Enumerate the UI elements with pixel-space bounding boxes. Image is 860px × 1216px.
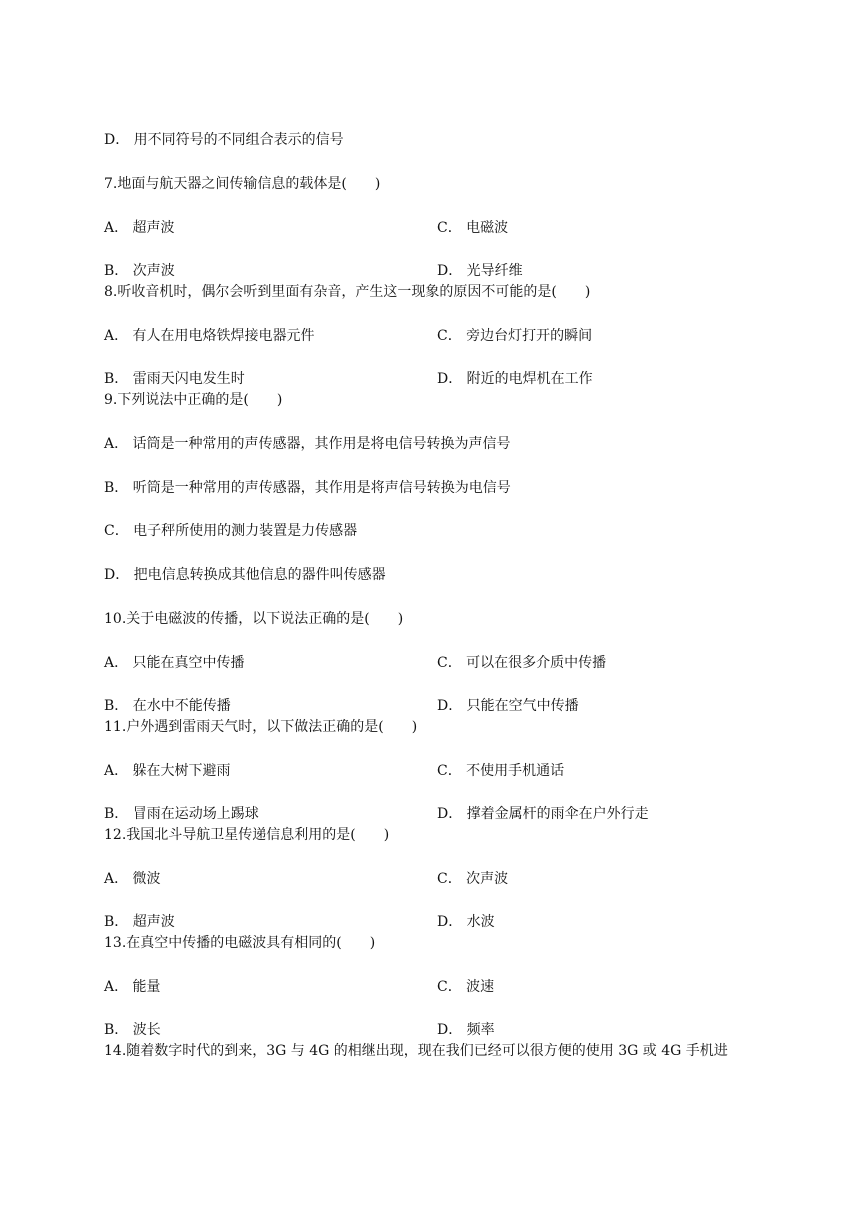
option-line: B． 雷雨天闪电发生时 (104, 371, 245, 387)
question-line: 13.在真空中传播的电磁波具有相同的( ) (104, 935, 376, 951)
question-line: 8.听收音机时，偶尔会听到里面有杂音，产生这一现象的原因不可能的是( ) (104, 284, 591, 300)
option-line: C． 次声波 (437, 871, 509, 887)
option-line: C． 波速 (437, 979, 495, 995)
option-line: B． 在水中不能传播 (104, 698, 231, 714)
option-line: A． 躲在大树下避雨 (104, 763, 231, 779)
option-line: A． 只能在真空中传播 (104, 655, 245, 671)
option-line: B． 冒雨在运动场上踢球 (104, 806, 259, 822)
option-line: C． 电子秤所使用的测力装置是力传感器 (104, 523, 358, 539)
option-line: D． 附近的电焊机在工作 (437, 371, 593, 387)
option-line: C． 电磁波 (437, 220, 509, 236)
option-line: D． 只能在空气中传播 (437, 698, 579, 714)
option-line: B． 波长 (104, 1022, 161, 1038)
question-line: 10.关于电磁波的传播，以下说法正确的是( ) (104, 611, 404, 627)
option-line: A． 超声波 (104, 220, 175, 236)
question-line: 9.下列说法中正确的是( ) (104, 392, 283, 408)
option-line: D． 撑着金属杆的雨伞在户外行走 (437, 806, 649, 822)
option-line: D． 水波 (437, 914, 495, 930)
option-line: D． 光导纤维 (437, 263, 523, 279)
question-line: 12.我国北斗导航卫星传递信息利用的是( ) (104, 827, 390, 843)
option-line: A． 话筒是一种常用的声传感器，其作用是将电信号转换为声信号 (104, 436, 511, 452)
question-line: 11.户外遇到雷雨天气时，以下做法正确的是( ) (104, 719, 418, 735)
option-line: D． 把电信息转换成其他信息的器件叫传感器 (104, 567, 386, 583)
option-line: D． 频率 (437, 1022, 495, 1038)
option-line: D． 用不同符号的不同组合表示的信号 (104, 132, 344, 148)
option-line: C． 可以在很多介质中传播 (437, 655, 607, 671)
option-line: A． 微波 (104, 871, 161, 887)
option-line: C． 旁边台灯打开的瞬间 (437, 328, 593, 344)
question-line: 14.随着数字时代的到来，3G 与 4G 的相继出现，现在我们已经可以很方便的使用 3G 或 4G 手机进 (104, 1043, 728, 1059)
option-line: A． 能量 (104, 979, 161, 995)
option-line: B． 超声波 (104, 914, 175, 930)
option-line: B． 次声波 (104, 263, 175, 279)
question-line: 7.地面与航天器之间传输信息的载体是( ) (104, 176, 381, 192)
option-line: B． 听筒是一种常用的声传感器，其作用是将声信号转换为电信号 (104, 480, 511, 496)
option-line: A． 有人在用电烙铁焊接电器元件 (104, 328, 315, 344)
option-line: C． 不使用手机通话 (437, 763, 565, 779)
